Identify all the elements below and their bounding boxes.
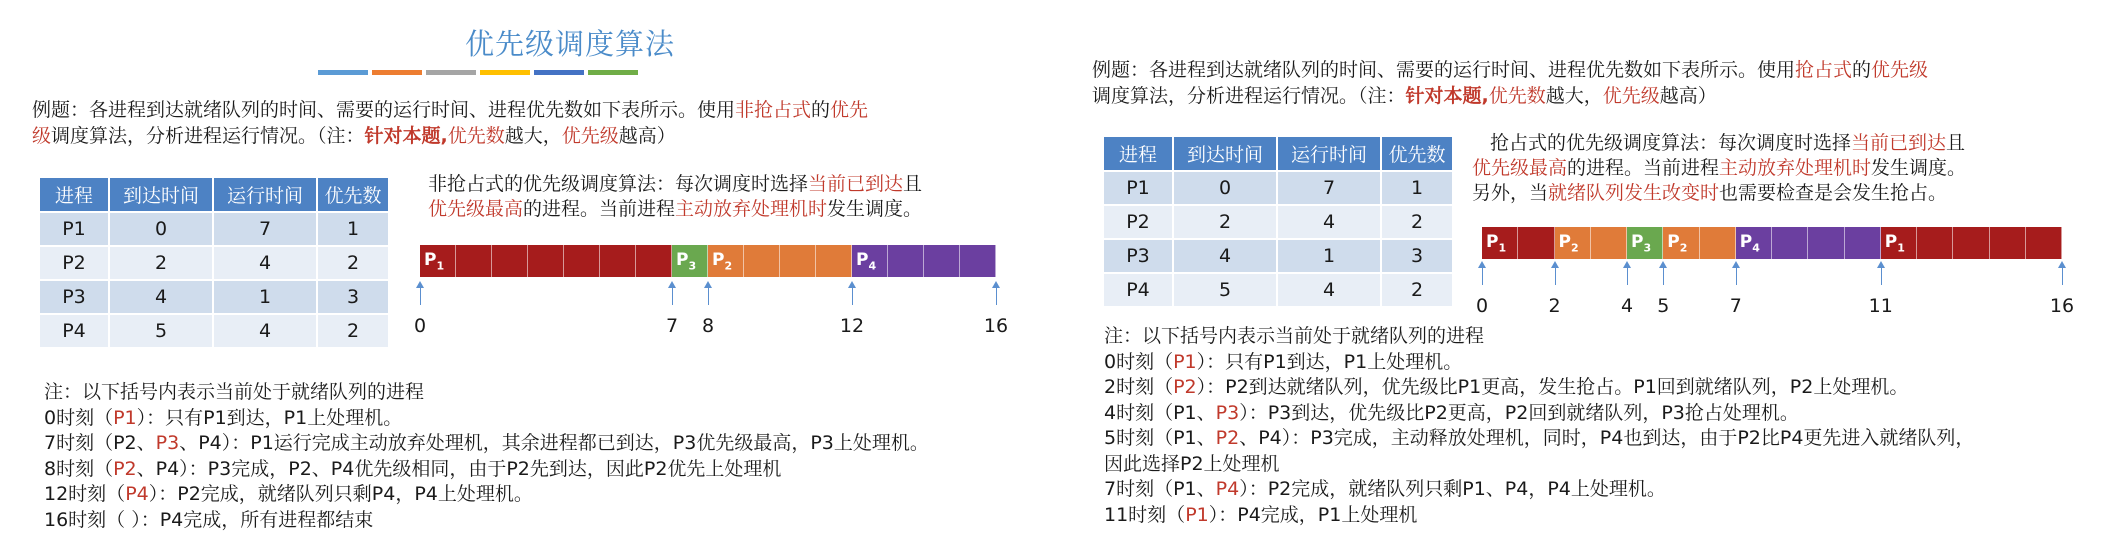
note-highlight: P1 (1185, 503, 1209, 526)
gantt-unit-cell (1990, 227, 2026, 259)
table-cell: P2 (39, 246, 109, 280)
gantt-segment (708, 245, 852, 277)
tick-label: 16 (2049, 295, 2075, 317)
table-header-cell: 到达时间 (1173, 136, 1277, 171)
note-text: ）：P2完成，就绪队列只剩P1、P4，P4上处理机。 (1239, 478, 1666, 500)
gantt-segment (420, 245, 672, 277)
note-highlight: P2 (1173, 376, 1197, 398)
text-span: 针对本题, (364, 125, 448, 147)
note-line (44, 380, 1024, 406)
table-cell: P4 (1103, 273, 1173, 307)
table-row (1103, 205, 1453, 239)
process-subscript: 1 (1498, 241, 1507, 255)
process-table (1102, 135, 1454, 308)
note-text: 、P4）：P3完成，P2、P4优先级相同，由于P2先到达，因此P2优先上处理机 (136, 457, 782, 480)
gantt-unit-cell (960, 245, 996, 277)
note-text: 16时刻（ ）：P4完成，所有进程都结束 (44, 508, 374, 531)
table-cell: 1 (317, 212, 389, 246)
process-name: P (424, 250, 437, 270)
tick-label: 5 (1657, 295, 1670, 317)
text-span: 的进程。当前进程 (1567, 157, 1720, 179)
text-span: 且 (903, 173, 923, 195)
table-cell: P3 (39, 280, 109, 314)
underline-color-bar (480, 70, 530, 75)
note-text: ）：P2到达就绪队列，优先级比P1更高，发生抢占。P1回到就绪队列，P2上处理机。 (1196, 376, 1909, 398)
tick-arrow-icon (1877, 261, 1885, 268)
note-text: ）：P3到达，优先级比P2更高，P2回到就绪队列，P3抢占处理机。 (1239, 401, 1799, 424)
table-row (39, 314, 389, 348)
text-span: 抢占式的优先级调度算法：每次调度时选择 (1490, 132, 1852, 154)
table-cell: 5 (109, 314, 213, 348)
table-cell: 2 (317, 314, 389, 348)
gantt-unit-cell (1591, 227, 1627, 259)
tick-label: 16 (983, 315, 1009, 337)
note-text: 2时刻（ (1104, 376, 1174, 398)
underline-color-bar (588, 70, 638, 75)
tick-arrow-icon (416, 281, 424, 288)
gantt-unit-cell (1808, 227, 1844, 259)
gantt-unit-cell (1700, 227, 1736, 259)
tick-label: 11 (1868, 295, 1893, 317)
tick-arrow-icon (992, 281, 1000, 288)
table-cell: 2 (317, 246, 389, 280)
table-cell: P1 (39, 212, 109, 246)
process-name: P (1631, 232, 1644, 252)
table-cell: 4 (1277, 205, 1381, 239)
gantt-segment (1627, 227, 1663, 259)
left-algorithm-description (428, 172, 1008, 222)
gantt-unit-cell (1772, 227, 1808, 259)
note-text: ）：只有P1到达，P1上处理机。 (136, 406, 403, 429)
process-subscript: 2 (724, 259, 733, 273)
note-line (1104, 324, 2104, 350)
table-cell: 1 (1277, 239, 1381, 273)
process-name: P (1667, 232, 1680, 252)
text-span: 发生调度。 (827, 198, 923, 220)
note-text: 、P4）：P1运行完成主动放弃处理机，其余进程都已到达，P3优先级最高，P3上处理机。 (179, 432, 929, 454)
table-header-cell: 到达时间 (109, 177, 213, 212)
note-highlight: P2 (1215, 427, 1240, 449)
note-highlight: P1 (1173, 350, 1197, 373)
tick-arrow-icon (668, 281, 676, 288)
process-subscript: 4 (868, 259, 877, 273)
note-text: 注：以下括号内表示当前处于就绪队列的进程 (1104, 325, 1485, 347)
note-text: ）：只有P1到达，P1上处理机。 (1196, 350, 1463, 373)
gantt-unit-cell (1518, 227, 1554, 259)
note-line (1104, 375, 2104, 401)
process-table (38, 176, 390, 349)
process-name: P (1486, 232, 1499, 252)
table-cell: 2 (1173, 205, 1277, 239)
note-text: ）：P4完成，P1上处理机 (1208, 503, 1418, 526)
gantt-unit-cell (564, 245, 600, 277)
table-cell: 4 (213, 314, 317, 348)
table-header-row (39, 177, 389, 212)
process-name: P (856, 250, 869, 270)
table-cell: 1 (213, 280, 317, 314)
process-subscript: 2 (1679, 241, 1688, 255)
gantt-unit-cell (528, 245, 564, 277)
table-cell: 4 (1277, 273, 1381, 307)
table-cell: 4 (109, 280, 213, 314)
process-name: P (712, 250, 725, 270)
gantt-unit-cell (600, 245, 636, 277)
tick-arrow-icon (1623, 261, 1631, 268)
table-header-cell: 优先数 (1381, 136, 1453, 171)
tick-label: 0 (413, 315, 427, 337)
note-text: 4时刻（P1、 (1104, 401, 1216, 424)
gantt-segment (1881, 227, 2062, 259)
note-highlight: P2 (113, 457, 137, 480)
note-text: ）：P2完成，就绪队列只剩P4，P4上处理机。 (148, 483, 533, 505)
table-header-row (1103, 136, 1453, 171)
gantt-segment-label (1559, 232, 1579, 254)
table-row (39, 280, 389, 314)
note-highlight: P3 (1215, 401, 1240, 424)
text-span: 调度算法，分析进程运行情况。（注： (51, 125, 365, 147)
gantt-unit-cell (1953, 227, 1989, 259)
text-span: 调度算法，分析进程运行情况。（注： (1092, 85, 1406, 107)
gantt-chart-preemptive (1482, 227, 2062, 259)
note-line (44, 406, 1024, 432)
table-cell: 4 (213, 246, 317, 280)
gantt-segment-label (856, 250, 876, 272)
title-underline (318, 70, 638, 75)
process-subscript: 2 (1570, 241, 1579, 255)
table-cell: 4 (1173, 239, 1277, 273)
text-span: 例题：各进程到达就绪队列的时间、需要的运行时间、进程优先数如下表所示。使用 (1092, 59, 1796, 81)
right-notes (1104, 324, 2104, 528)
text-span: 越高） (1659, 85, 1717, 107)
table-row (1103, 273, 1453, 307)
tick-arrow-icon (1478, 261, 1486, 268)
note-line (1104, 426, 2104, 452)
table-cell: 7 (1277, 171, 1381, 205)
gantt-time-axis (1475, 263, 2075, 323)
tick-label: 8 (701, 315, 715, 337)
process-name: P (1739, 232, 1753, 252)
gantt-segment-label (712, 250, 732, 272)
note-line (44, 482, 1024, 508)
gantt-segment-label (1486, 232, 1506, 254)
table-row (1103, 171, 1453, 205)
gantt-segment (1736, 227, 1881, 259)
table-row (1103, 239, 1453, 273)
underline-color-bar (426, 70, 476, 75)
text-span: 优先级 (1602, 85, 1660, 107)
note-text: 7时刻（P2、 (44, 432, 156, 454)
text-span: 也需要检查是会发生抢占。 (1719, 182, 1948, 204)
table-cell: 1 (1381, 171, 1453, 205)
table-cell: 2 (1381, 273, 1453, 307)
text-span: 优先级最高 (1472, 157, 1568, 179)
text-span: 优先 (830, 99, 869, 121)
gantt-unit-cell (1845, 227, 1881, 259)
note-text: 0时刻（ (1104, 350, 1174, 373)
note-text: 7时刻（P1、 (1104, 478, 1216, 500)
note-line (44, 508, 1024, 534)
table-cell: 0 (1173, 171, 1277, 205)
table-header-cell: 进程 (39, 177, 109, 212)
gantt-unit-cell (744, 245, 780, 277)
note-line (1104, 503, 2104, 529)
tick-label: 4 (1620, 295, 1634, 317)
process-name: P (1558, 232, 1571, 252)
note-text: 5时刻（P1、 (1104, 427, 1216, 449)
underline-color-bar (372, 70, 422, 75)
gantt-segment-label (1885, 232, 1905, 254)
text-span: 主动放弃处理机时 (1719, 157, 1872, 179)
table-cell: 2 (109, 246, 213, 280)
left-notes (44, 380, 1024, 533)
note-line (1104, 350, 2104, 376)
gantt-unit-cell (456, 245, 492, 277)
table-cell: 5 (1173, 273, 1277, 307)
text-span: 优先级 (1871, 59, 1929, 81)
underline-color-bar (318, 70, 368, 75)
right-algorithm-description (1472, 131, 2090, 206)
tick-arrow-icon (1551, 261, 1559, 268)
text-span: 主动放弃处理机时 (675, 198, 828, 220)
text-span: 当前已到达 (1851, 132, 1947, 154)
slide-title: 优先级调度算法 (464, 27, 675, 61)
text-span: 发生调度。 (1871, 157, 1967, 179)
text-span: 的进程。当前进程 (523, 198, 676, 220)
table-header-cell: 运行时间 (213, 177, 317, 212)
gantt-unit-cell (816, 245, 852, 277)
process-name: P (676, 250, 689, 270)
text-span: 抢占式 (1795, 59, 1853, 81)
gantt-unit-cell (888, 245, 924, 277)
gantt-time-axis (413, 283, 1009, 343)
gantt-unit-cell (924, 245, 960, 277)
table-cell: P1 (1103, 171, 1173, 205)
table-cell: P4 (39, 314, 109, 348)
table-cell: P3 (1103, 239, 1173, 273)
table-header-cell: 运行时间 (1277, 136, 1381, 171)
process-subscript: 3 (1643, 241, 1652, 255)
note-line (1104, 401, 2104, 427)
gantt-unit-cell (492, 245, 528, 277)
text-span: 级 (32, 125, 52, 147)
table-cell: 7 (213, 212, 317, 246)
table-header-cell: 优先数 (317, 177, 389, 212)
note-text: 11时刻（ (1104, 503, 1186, 526)
text-span: 针对本题, (1405, 85, 1489, 107)
gantt-segment (1482, 227, 1555, 259)
note-line (1104, 477, 2104, 503)
gantt-segment (852, 245, 996, 277)
note-line (1104, 452, 2104, 478)
note-text: 8时刻（ (44, 457, 114, 480)
text-span: 就绪队列发生改变时 (1548, 182, 1720, 204)
process-subscript: 4 (1752, 241, 1760, 255)
text-span: 越高） (618, 125, 676, 147)
left-example-text (32, 97, 972, 149)
table-header-cell: 进程 (1103, 136, 1173, 171)
table-row (39, 212, 389, 246)
tick-label: 12 (839, 315, 865, 337)
text-span: 越大， (504, 125, 562, 147)
process-name: P (1884, 232, 1898, 252)
right-example-text (1092, 57, 2092, 109)
gantt-segment (1555, 227, 1628, 259)
text-span: 非抢占式 (735, 99, 812, 121)
table-cell: 2 (1381, 205, 1453, 239)
text-span: 非抢占式的优先级调度算法：每次调度时选择 (428, 173, 809, 195)
tick-arrow-icon (2058, 261, 2066, 268)
text-span: 优先级最高 (428, 198, 524, 220)
gantt-segment-label (1667, 232, 1687, 254)
note-highlight: P4 (125, 483, 149, 505)
tick-label: 0 (1475, 295, 1489, 317)
gantt-unit-cell (2026, 227, 2062, 259)
note-line (44, 457, 1024, 483)
underline-color-bar (534, 70, 584, 75)
gantt-unit-cell (1917, 227, 1953, 259)
tick-label: 7 (665, 315, 679, 337)
tick-arrow-icon (848, 281, 856, 288)
table-cell: P2 (1103, 205, 1173, 239)
note-highlight: P4 (1215, 478, 1240, 500)
gantt-unit-cell (636, 245, 672, 277)
text-span: 越大， (1545, 85, 1603, 107)
tick-arrow-icon (1659, 261, 1667, 268)
gantt-segment (672, 245, 708, 277)
text-span: 的 (1852, 59, 1872, 81)
note-text: 、P4）：P3完成，主动释放处理机，同时，P4也到达，由于P2比P4更先进入就绪队列， (1239, 427, 1975, 449)
tick-arrow-icon (1732, 261, 1740, 268)
note-text: 0时刻（ (44, 406, 114, 429)
text-span: 的 (811, 99, 831, 121)
process-subscript: 1 (1897, 241, 1905, 255)
process-subscript: 1 (436, 259, 445, 273)
gantt-segment-label (676, 250, 696, 272)
text-span: 另外，当 (1472, 182, 1549, 204)
note-line (44, 431, 1024, 457)
gantt-segment (1663, 227, 1736, 259)
note-text: 因此选择P2上处理机 (1104, 452, 1280, 475)
tick-arrow-icon (704, 281, 712, 288)
table-row (39, 246, 389, 280)
gantt-unit-cell (780, 245, 816, 277)
table-cell: 3 (1381, 239, 1453, 273)
gantt-segment-label (424, 250, 444, 272)
process-subscript: 3 (688, 259, 697, 273)
tick-label: 2 (1548, 295, 1561, 317)
text-span: 当前已到达 (808, 173, 904, 195)
note-text: 12时刻（ (44, 483, 126, 505)
note-highlight: P3 (155, 432, 180, 454)
text-span: 且 (1946, 132, 1966, 154)
text-span: 优先数 (1488, 85, 1546, 107)
tick-label: 7 (1729, 295, 1742, 317)
table-cell: 3 (317, 280, 389, 314)
note-text: 注：以下括号内表示当前处于就绪队列的进程 (44, 381, 425, 403)
text-span: 优先数 (447, 125, 505, 147)
text-span: 例题：各进程到达就绪队列的时间、需要的运行时间、进程优先数如下表所示。使用 (32, 99, 736, 121)
gantt-segment-label (1740, 232, 1760, 254)
gantt-chart-nonpreemptive (420, 245, 996, 277)
gantt-segment-label (1631, 232, 1651, 254)
table-cell: 0 (109, 212, 213, 246)
text-span: 优先级 (561, 125, 619, 147)
note-highlight: P1 (113, 406, 137, 429)
